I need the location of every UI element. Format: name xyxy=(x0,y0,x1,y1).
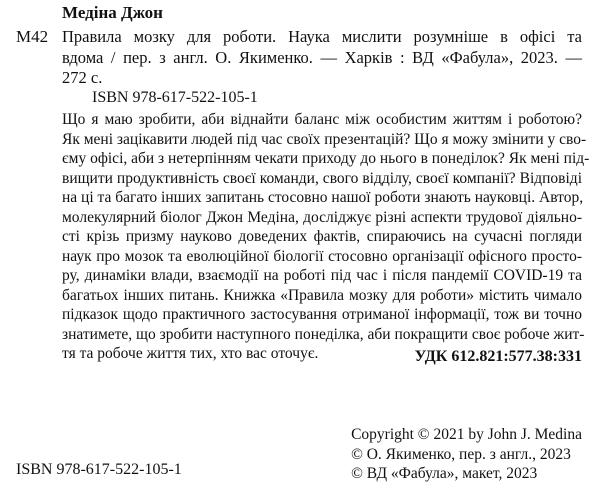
copyright-block xyxy=(351,425,582,484)
annotation-line: Як мені зацікавити людей під час своїх презентацій? Що я можу змінити у сво- xyxy=(62,130,587,148)
annotation-line: на ці та багато інших запитань стосовно нашої роботи знають науковці. Автор, xyxy=(62,189,584,206)
annotation-line: вищити продуктивність своєї команди, свого відділу, своєї компанії? Відповіді xyxy=(62,169,582,187)
copyright-line: © О. Якименко, пер. з англ., 2023 xyxy=(351,445,571,463)
annotation-line: багатьох інших питань. Книжка «Правила мозку для роботи» містить чимало xyxy=(62,286,582,304)
annotation xyxy=(62,110,590,364)
annotation-line: знатимете, що зробити наступного понеділка, аби покращити своє робоче жит- xyxy=(62,325,585,343)
bibliographic-line: Правила мозку для роботи. Наука мислити розумніше в офісі та xyxy=(62,27,582,46)
annotation-line: сті крізь призму науково доведених фактів, спираючись на сучасні погляди xyxy=(62,228,582,245)
annotation-line: наук про мозок та еволюційної біології стосовно організації офісного просто- xyxy=(62,247,582,265)
annotation-line: підказок щодо практичного застосування отриманої інформації, тож ви точно xyxy=(62,306,582,323)
isbn-record: ISBN 978-617-522-105-1 xyxy=(92,89,258,106)
bibliographic-line: вдома / пер. з англ. О. Якименко. — Харків : ВД «Фабула», 2023. — xyxy=(62,47,582,67)
annotation-line: ру, динаміки влади, взаємодії на роботі під час і після пандемії COVID-19 та xyxy=(62,267,582,284)
annotation-line: тя та робоче життя тих, хто вас оточує. xyxy=(62,345,319,362)
classification-code: М42 xyxy=(16,27,49,46)
author-name: Медіна Джон xyxy=(62,3,163,22)
annotation-line: єму офісі, аби з нетерпінням чекати приходу до нього в понеділок? Як мені під- xyxy=(62,150,590,167)
copyright-line: © ВД «Фабула», макет, 2023 xyxy=(351,465,538,482)
annotation-line: молекулярний біолог Джон Медіна, досліджує різні аспекти трудової діяльно- xyxy=(62,208,582,226)
isbn-bottom: ISBN 978-617-522-105-1 xyxy=(16,461,182,478)
udk-code: УДК 612.821:577.38:331 xyxy=(414,348,582,365)
copyright-line: Copyright © 2021 by John J. Medina xyxy=(351,426,582,443)
bibliographic-description xyxy=(62,27,582,89)
annotation-line: Що я маю зробити, аби віднайти баланс між особистим життям і роботою? xyxy=(62,111,582,128)
bibliographic-line: 272 с. xyxy=(62,68,103,87)
